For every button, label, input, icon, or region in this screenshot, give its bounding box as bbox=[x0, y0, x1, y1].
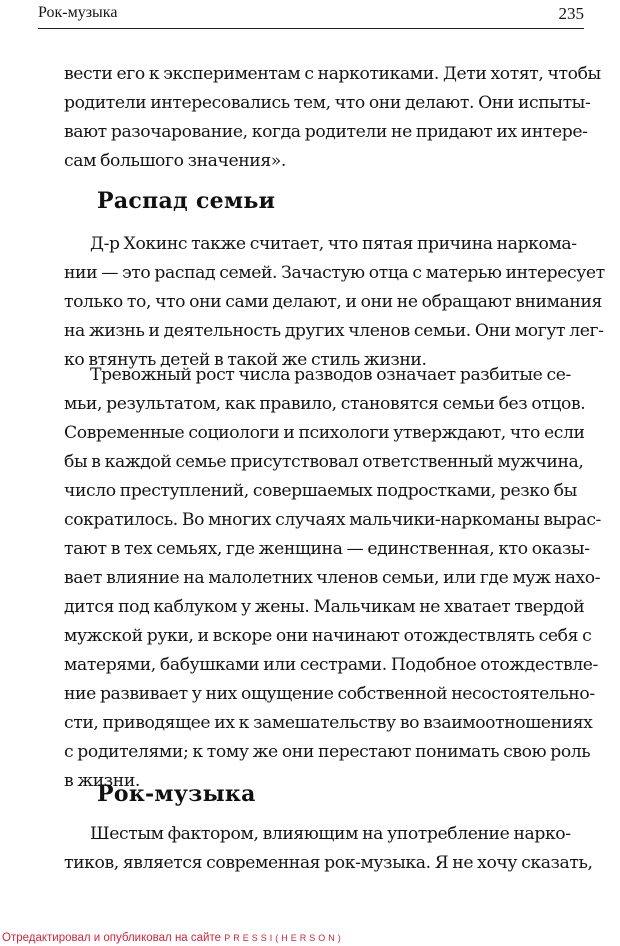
family-paragraph-1 bbox=[64, 230, 620, 375]
text-line: сам большого значения». bbox=[64, 151, 286, 171]
text-line: с родителями; к тому же они перестают понимать свою роль bbox=[64, 742, 591, 762]
text-line: только то, что они сами делают, и они не обращают внимания bbox=[64, 292, 602, 312]
text-line: число преступлений, совершаемых подростками, резко бы bbox=[64, 481, 577, 501]
text-line: бы в каждой семье присутствовал ответственный мужчина, bbox=[64, 452, 584, 472]
text-line: тиков, является современная рок-музыка. Я не хочу сказать, bbox=[64, 853, 593, 873]
text-line: дится под каблуком у жены. Мальчикам не хватает твердой bbox=[64, 597, 585, 617]
text-line: Современные социологи и психологи утверждают, что если bbox=[64, 423, 585, 443]
running-title: Рок-музыка bbox=[38, 4, 118, 21]
text-line: мьи, результатом, как правило, становятся семьи без отцов. bbox=[64, 394, 586, 414]
text-line: сократилось. Во многих случаях мальчики-наркоманы вырас- bbox=[64, 510, 601, 530]
rock-paragraph-1 bbox=[64, 820, 620, 878]
footer-credit bbox=[2, 932, 344, 944]
text-line: Шестым фактором, влияющим на употребление нарко- bbox=[90, 824, 571, 844]
section-heading-family: Распад семьи bbox=[97, 188, 276, 214]
footer-credit-prefix: Отредактировал и опубликовал на сайте bbox=[2, 932, 221, 944]
text-line: ние развивает у них ощущение собственной несостоятельно- bbox=[64, 684, 595, 704]
text-line: вают разочарование, когда родители не придают их интере- bbox=[64, 122, 588, 142]
text-line: родители интересовались тем, что они делают. Они испыты- bbox=[64, 93, 591, 113]
text-line: тают в тех семьях, где женщина — единственная, кто оказы- bbox=[64, 539, 590, 559]
text-line: вести его к экспериментам с наркотиками. Дети хотят, чтобы bbox=[64, 64, 601, 84]
text-line: ко втянуть детей в такой же стиль жизни. bbox=[64, 350, 427, 370]
text-line: вает влияние на малолетних членов семьи, или где муж нахо- bbox=[64, 568, 601, 588]
text-line: в жизни. bbox=[64, 771, 140, 791]
text-line: нии — это распад семей. Зачастую отца с матерью интересует bbox=[64, 263, 605, 283]
text-line: сти, приводящее их к замешательству во взаимоотношениях bbox=[64, 713, 593, 733]
section-heading-rock: Рок-музыка bbox=[97, 781, 256, 807]
text-line: на жизнь и деятельность других членов семьи. Они могут лег- bbox=[64, 321, 604, 341]
text-line: матерями, бабушками или сестрами. Подобное отождествле- bbox=[64, 655, 598, 675]
family-paragraph-2 bbox=[64, 361, 620, 796]
page-number: 235 bbox=[558, 4, 584, 23]
continuation-paragraph bbox=[64, 60, 620, 176]
text-line: мужской руки, и вскоре они начинают отождествлять себя с bbox=[64, 626, 592, 646]
footer-credit-brand: PRESSI(HERSON) bbox=[224, 933, 344, 943]
text-line: Д-р Хокинс также считает, что пятая причина наркома- bbox=[90, 234, 577, 254]
text-line: Тревожный рост числа разводов означает разбитые се- bbox=[90, 365, 571, 385]
running-head bbox=[38, 4, 584, 29]
